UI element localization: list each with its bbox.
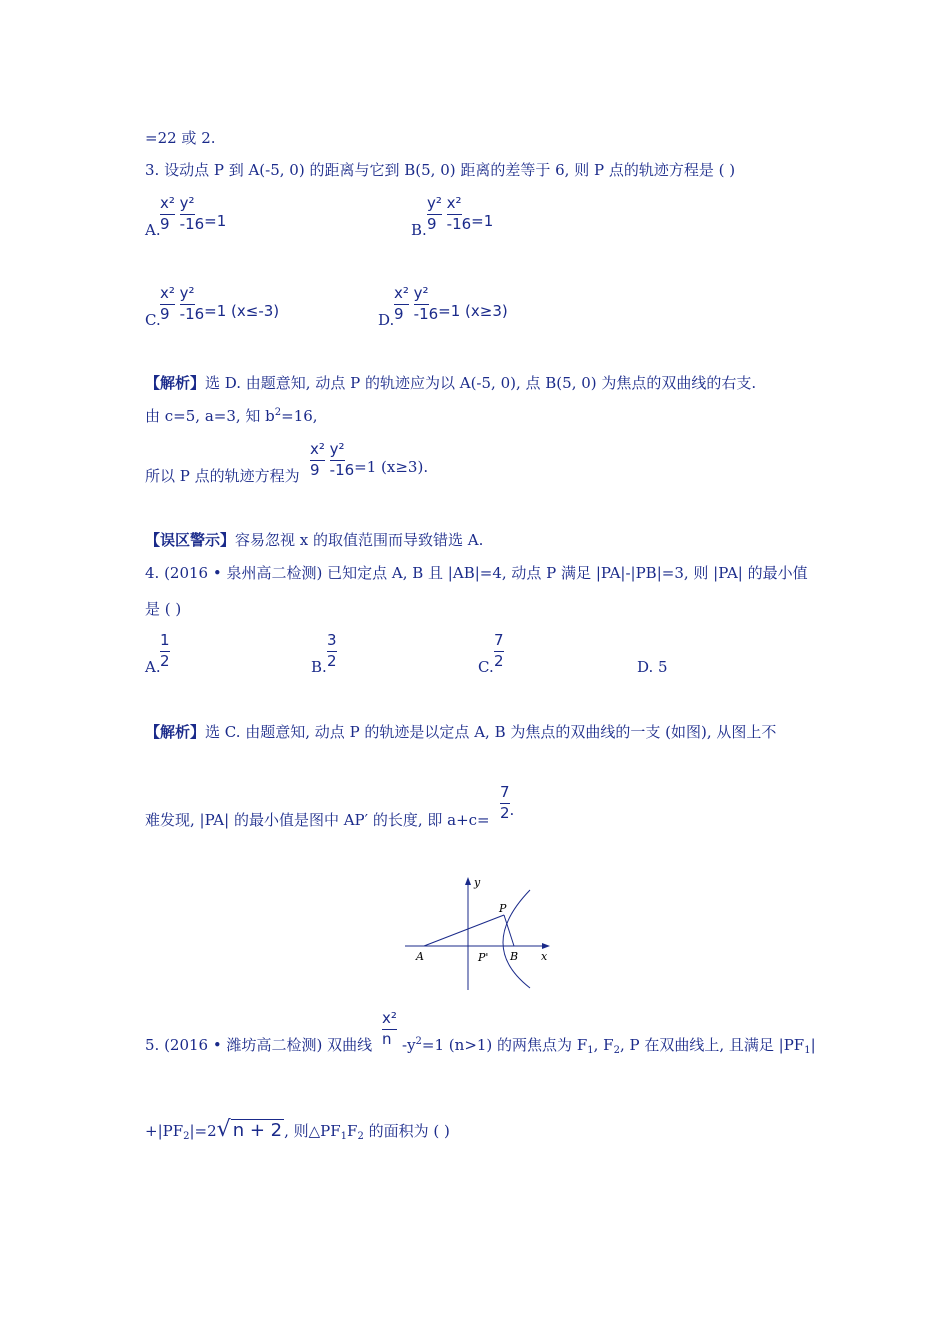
question-5-prefix: 5. (2016 • 潍坊高二检测) 双曲线 — [145, 1036, 373, 1054]
point-a-label: A — [416, 950, 424, 963]
y-axis-label: y — [474, 876, 481, 889]
q3-option-b-formula: $\frac{\text{y²}}{9} \frac{\text{x²}}{-16}$ =1 — [427, 194, 494, 233]
point-p-prime-label: P' — [478, 951, 489, 964]
q4-option-d: D. 5 — [637, 658, 668, 676]
q4-option-b-label: B. — [311, 658, 327, 676]
segment-ap — [424, 915, 504, 946]
answer-3-line-1: 【解析】选 D. 由题意知, 动点 P 的轨迹应为以 A(-5, 0), 点 B(5, 0) 为焦点的双曲线的右支. — [145, 374, 757, 392]
q3-option-d-label: D. — [378, 311, 395, 329]
question-5-stem-line-2: $+|PF_2|=2√$ n + 2 , 则$\triangle PF_1F_2$ 的面积为 ( ) — [145, 1117, 450, 1142]
answer-continuation: =22 或 2. — [145, 129, 216, 147]
answer-3-formula: $\frac{\text{x²}}{9} \frac{\text{y²}}{-16}$ =1 (x≥3). — [310, 440, 429, 479]
hyperbola-branch — [503, 890, 530, 988]
question-5-stem-line-1: $-y^2=1$ (n>1) 的两焦点为 $F_1$, $F_2$, P 在双曲线上, 且满足 $|PF_1|$ — [402, 1036, 816, 1056]
analysis-tag: 【解析】 — [145, 374, 206, 392]
q4-option-b-fraction: $\frac{3}{2}$ — [327, 631, 337, 670]
sqrt-argument: n + 2 — [232, 1120, 283, 1141]
answer-3-line-3-prefix: 所以 P 点的轨迹方程为 — [145, 467, 300, 485]
x-axis-label: x — [541, 950, 548, 963]
answer-4-line-1: 【解析】选 C. 由题意知, 动点 P 的轨迹是以定点 A, B 为焦点的双曲线的一支 (如图), 从图上不 — [145, 723, 777, 741]
q3-option-b-label: B. — [411, 221, 427, 239]
q4-option-c-label: C. — [478, 658, 494, 676]
x-axis-arrow-icon — [542, 943, 550, 949]
q4-option-a-fraction: $\frac{1}{2}$ — [160, 631, 170, 670]
q3-option-c-label: C. — [145, 311, 161, 329]
analysis-tag: 【解析】 — [145, 723, 206, 741]
q3-option-c-formula: $\frac{\text{x²}}{9} \frac{\text{y²}}{-16}$ =1 (x≤-3) — [160, 284, 280, 323]
question-4-stem-line-2: 是 ( ) — [145, 600, 182, 618]
sqrt-icon: √ — [216, 1117, 231, 1142]
question-4-stem-line-1: 4. (2016 • 泉州高二检测) 已知定点 A, B 且 |AB|=4, 动点 P 满足 |PA|-|PB|=3, 则 |PA| 的最小值 — [145, 564, 808, 582]
answer-4-fraction: $\frac{7}{2}$ . — [500, 783, 515, 822]
y-axis-arrow-icon — [465, 877, 471, 885]
question-5-fraction: $\frac{\text{x²}}{n}$ — [382, 1009, 397, 1048]
q3-option-d-formula: $\frac{\text{x²}}{9} \frac{\text{y²}}{-16}$ =1 (x≥3) — [394, 284, 508, 323]
point-b-label: B — [510, 950, 519, 963]
answer-3-line-2: 由 c=5, a=3, 知 $b^2=16$, — [145, 407, 318, 425]
answer-4-line-2: 难发现, |PA| 的最小值是图中 AP′ 的长度, 即 a+c= — [145, 811, 490, 829]
q3-option-a-label: A. — [145, 221, 161, 239]
question-3-stem: 3. 设动点 P 到 A(-5, 0) 的距离与它到 B(5, 0) 距离的差等于 6, 则 P 点的轨迹方程是 ( ) — [145, 161, 736, 179]
q4-option-c-fraction: $\frac{7}{2}$ — [494, 631, 504, 670]
q4-option-a-label: A. — [145, 658, 161, 676]
q3-option-a-formula: $\frac{\text{x²}}{9} \frac{\text{y²}}{-16}$ =1 — [160, 194, 227, 233]
hyperbola-figure — [400, 872, 560, 992]
warning-line: 【误区警示】容易忽视 x 的取值范围而导致错选 A. — [145, 531, 484, 549]
point-p-label: P — [499, 902, 507, 915]
warning-tag: 【误区警示】 — [145, 531, 236, 549]
